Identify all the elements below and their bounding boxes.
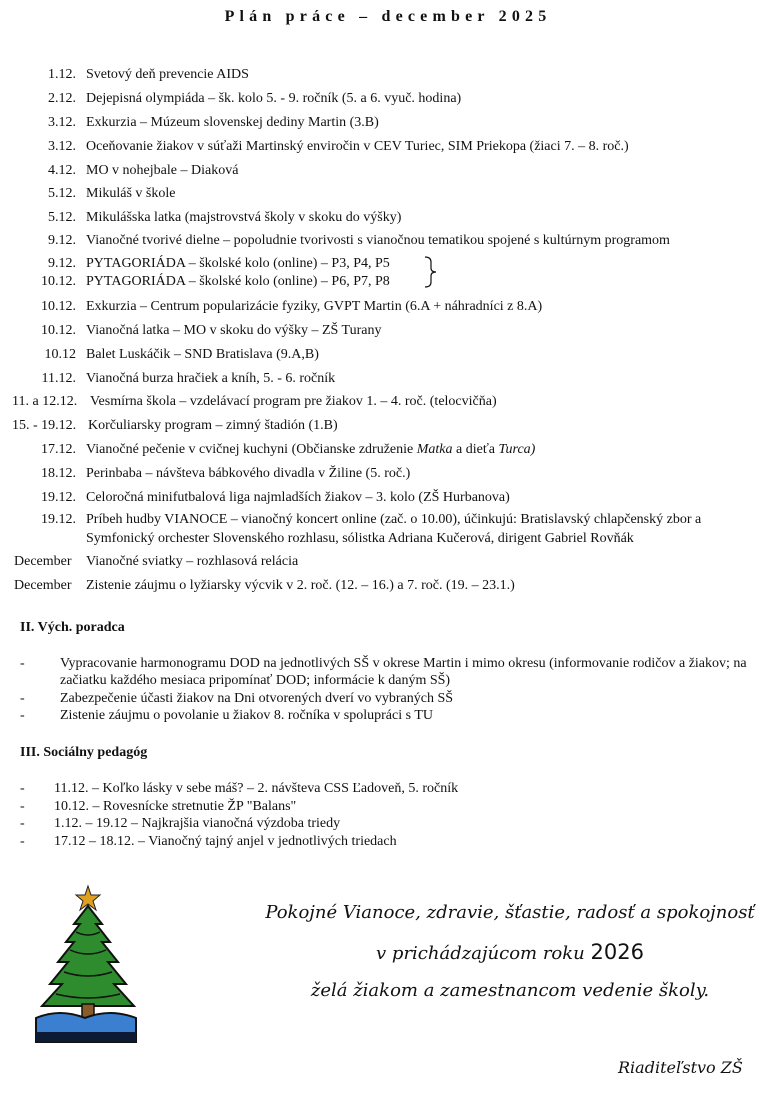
event-row	[0, 416, 776, 436]
bullet-dash: -	[20, 708, 25, 723]
event-description-part: a dieťa	[452, 442, 499, 457]
section-heading-vych-poradca: II. Vých. poradca	[20, 620, 125, 635]
bullet-dash: -	[20, 691, 25, 706]
event-date: 10.12.	[41, 323, 76, 338]
event-row	[0, 65, 776, 85]
event-row	[0, 488, 776, 508]
event-date: 15. - 19.12.	[12, 418, 77, 433]
event-date: 5.12.	[48, 186, 76, 201]
greeting-line-2	[255, 940, 765, 964]
event-description: Korčuliarsky program – zimný štadión (1.B)	[88, 418, 338, 433]
event-row	[0, 113, 776, 133]
greeting-year: 2026	[590, 940, 644, 964]
bullet-dash: -	[20, 799, 25, 814]
event-description: Vianočná latka – MO v skoku do výšky – ZŠ Turany	[86, 323, 382, 338]
christmas-tree-icon	[30, 884, 140, 1049]
event-description: Exkurzia – Centrum popularizácie fyziky, GVPT Martin (6.A + náhradníci z 8.A)	[86, 299, 543, 314]
event-row	[0, 552, 776, 572]
event-row	[0, 254, 776, 274]
section-heading-socialny-pedagog: III. Sociálny pedagóg	[20, 745, 148, 760]
event-date: 9.12.	[48, 256, 76, 271]
event-row	[0, 89, 776, 109]
event-description: Exkurzia – Múzeum slovenskej dediny Martin (3.B)	[86, 115, 379, 130]
event-description: Balet Luskáčik – SND Bratislava (9.A,B)	[86, 347, 319, 362]
bullet-dash: -	[20, 816, 25, 831]
event-description: Vianočné tvorivé dielne – popoludnie tvorivosti s vianočnou tematikou spojené s kultúrnym programom	[86, 233, 670, 248]
brace-icon	[424, 256, 438, 288]
event-description: Zistenie záujmu o lyžiarsky výcvik v 2. roč. (12. – 16.) a 7. roč. (19. – 23.1.)	[86, 578, 515, 593]
event-date: 10.12.	[41, 274, 76, 289]
event-description: PYTAGORIÁDA – školské kolo (online) – P3, P4, P5	[86, 256, 390, 271]
event-date: 10.12	[44, 347, 76, 362]
event-date: 2.12.	[48, 91, 76, 106]
vych-poradca-text: Zistenie záujmu o povolanie u žiakov 8. ročníka v spolupráci s TU	[60, 708, 433, 723]
event-row	[0, 464, 776, 484]
event-date: 17.12.	[41, 442, 76, 457]
event-date: 9.12.	[48, 233, 76, 248]
page-title: Plán práce – december 2025	[224, 8, 552, 25]
greeting-line-1: Pokojné Vianoce, zdravie, šťastie, radosť a spokojnosť	[265, 902, 755, 923]
event-date: 5.12.	[48, 210, 76, 225]
event-description: Dejepisná olympiáda – šk. kolo 5. - 9. ročník (5. a 6. vyuč. hodina)	[86, 91, 462, 106]
socialny-pedagog-text: 1.12. – 19.12 – Najkrajšia vianočná výzdoba triedy	[54, 816, 341, 831]
event-description: Perinbaba – návšteva bábkového divadla v Žiline (5. roč.)	[86, 466, 411, 481]
socialny-pedagog-text: 17.12 – 18.12. – Vianočný tajný anjel v jednotlivých triedach	[54, 834, 397, 849]
event-description: Svetový deň prevencie AIDS	[86, 67, 249, 82]
event-description: Oceňovanie žiakov v súťaži Martinský enviročin v CEV Turiec, SIM Priekopa (žiaci 7. – 8. roč.)	[86, 139, 629, 154]
event-date: 11.12.	[41, 371, 76, 386]
event-description-part: Vianočné pečenie v cvičnej kuchyni (Občianske združenie	[86, 442, 417, 457]
vych-poradca-text: Zabezpečenie účasti žiakov na Dni otvorených dverí vo vybraných SŠ	[60, 691, 454, 706]
event-date: 1.12.	[48, 67, 76, 82]
event-date: 11. a 12.12.	[12, 394, 78, 409]
event-date: December	[14, 578, 72, 593]
vych-poradca-text: Vypracovanie harmonogramu DOD na jednotlivých SŠ v okrese Martin i mimo okresu (informovanie rodičov a žiakov; na začiatku každého mesiaca pripomínať DOD; informácie k daným SŠ)	[60, 656, 747, 688]
event-row	[0, 510, 776, 550]
event-row	[0, 440, 776, 460]
event-description	[86, 440, 535, 460]
event-description: MO v nohejbale – Diaková	[86, 163, 239, 178]
event-row	[0, 184, 776, 204]
bullet-dash: -	[20, 656, 25, 671]
event-row	[0, 392, 776, 412]
event-row	[0, 321, 776, 341]
event-row	[0, 576, 776, 596]
greeting-line-2-text: v prichádzajúcom roku	[376, 943, 585, 964]
event-date: 10.12.	[41, 299, 76, 314]
event-description: Mikulášska latka (majstrovstvá školy v skoku do výšky)	[86, 210, 402, 225]
event-description-italic: Matka	[416, 442, 453, 457]
event-date: 19.12.	[41, 490, 76, 505]
event-date: 4.12.	[48, 163, 76, 178]
bullet-dash: -	[20, 781, 25, 796]
event-row	[0, 208, 776, 228]
event-description: Vianočná burza hračiek a kníh, 5. - 6. ročník	[86, 371, 336, 386]
event-date: 19.12.	[41, 512, 76, 527]
signature: Riaditeľstvo ZŠ	[618, 1058, 743, 1077]
event-description: Mikuláš v škole	[86, 186, 176, 201]
greeting-line-3: želá žiakom a zamestnancom vedenie školy.	[310, 980, 710, 1001]
event-row	[0, 272, 776, 292]
event-row	[0, 297, 776, 317]
event-row	[0, 369, 776, 389]
event-description-italic: Turca)	[498, 442, 536, 457]
event-date: 3.12.	[48, 115, 76, 130]
event-row	[0, 137, 776, 157]
event-date: December	[14, 554, 72, 569]
event-description: PYTAGORIÁDA – školské kolo (online) – P6, P7, P8	[86, 274, 390, 289]
event-date: 18.12.	[41, 466, 76, 481]
event-description: Príbeh hudby VIANOCE – vianočný koncert online (zač. o 10.00), účinkujú: Bratislavský chlapčenský zbor a Symfonický orchester Slovenského rozhlasu, sólistka Adriana Kučerová, dirigent Gabriel Rovňák	[86, 512, 702, 546]
socialny-pedagog-text: 10.12. – Rovesnícke stretnutie ŽP "Balans"	[54, 799, 297, 814]
event-description: Vesmírna škola – vzdelávací program pre žiakov 1. – 4. roč. (telocvičňa)	[90, 394, 497, 409]
socialny-pedagog-text: 11.12. – Koľko lásky v sebe máš? – 2. návšteva CSS Ľadoveň, 5. ročník	[54, 781, 459, 796]
event-date: 3.12.	[48, 139, 76, 154]
event-description: Vianočné sviatky – rozhlasová relácia	[86, 554, 299, 569]
event-row	[0, 231, 776, 251]
event-row	[0, 345, 776, 365]
bullet-dash: -	[20, 834, 25, 849]
event-description: Celoročná minifutbalová liga najmladších žiakov – 3. kolo (ZŠ Hurbanova)	[86, 490, 510, 505]
event-row	[0, 161, 776, 181]
